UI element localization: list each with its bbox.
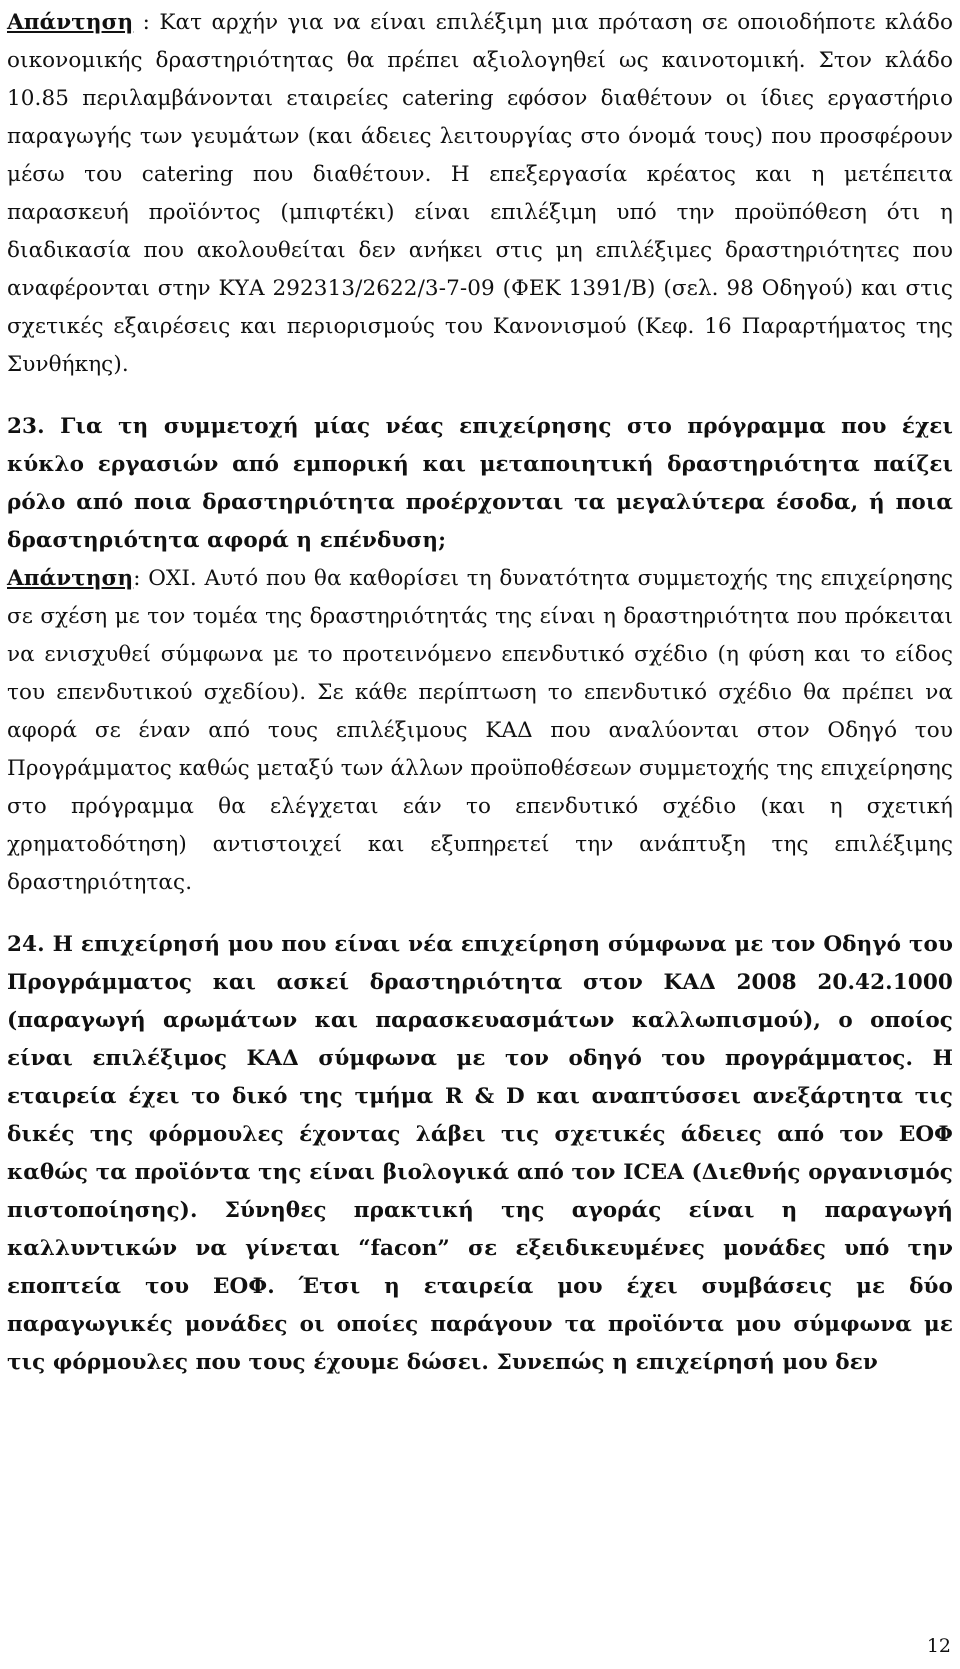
answer-paragraph-23 bbox=[7, 560, 953, 902]
question-23: 23. Για τη συμμετοχή μίας νέας επιχείρησης στο πρόγραμμα που έχει κύκλο εργασιών από εμπορική και μεταποιητική δραστηριότητα παίζει ρόλο από ποια δραστηριότητα προέρχονται τα μεγαλύτερα έσοδα, ή ποια δραστηριότητα αφορά η επένδυση; bbox=[7, 414, 953, 553]
answer-separator: : bbox=[133, 566, 149, 591]
document-page bbox=[7, 4, 953, 1382]
page-number: 12 bbox=[926, 1635, 951, 1657]
answer-separator: : bbox=[133, 10, 160, 35]
answer-label: Απάντηση bbox=[7, 566, 134, 591]
question-24: 24. Η επιχείρησή μου που είναι νέα επιχείρηση σύμφωνα με τον Οδηγό του Προγράμματος και ασκεί δραστηριότητα στον ΚΑΔ 2008 20.42.1000 (παραγωγή αρωμάτων και παρασκευασμάτων καλλωπισμού), ο οποίος είναι επιλέξιμος ΚΑΔ σύμφωνα με τον οδηγό του προγράμματος. Η εταιρεία έχει το δικό της τμήμα R & D και αναπτύσσει ανεξάρτητα τις δικές της φόρμουλες έχοντας λάβει τις σχετικές άδειες από τον ΕΟΦ καθώς τα προϊόντα της είναι βιολογικά από τον ICEA (Διεθνής οργανισμός πιστοποίησης). Σύνηθες πρακτική της αγοράς είναι η παραγωγή καλλυντικών να γίνεται “facon” σε εξειδικευμένες μονάδες υπό την εποπτεία του ΕΟΦ. Έτσι η εταιρεία μου έχει συμβάσεις με δύο παραγωγικές μονάδες οι οποίες παράγουν τα προϊόντα μου σύμφωνα με τις φόρμουλες που τους έχουμε δώσει. Συνεπώς η επιχείρησή μου δεν bbox=[7, 932, 953, 1375]
answer-text: Κατ αρχήν για να είναι επιλέξιμη μια πρόταση σε οποιοδήποτε κλάδο οικονομικής δραστηριότητας θα πρέπει αξιολογηθεί ως καινοτομική. Στον κλάδο 10.85 περιλαμβάνονται εταιρείες catering εφόσον διαθέτουν οι ίδιες εργαστήριο παραγωγής των γευμάτων (και άδειες λειτουργίας στο όνομά τους) που προσφέρουν μέσω του catering που διαθέτουν. Η επεξεργασία κρέατος και η μετέπειτα παρασκευή προϊόντος (μπιφτέκι) είναι επιλέξιμη υπό την προϋπόθεση ότι η διαδικασία που ακολουθείται δεν ανήκει στις μη επιλέξιμες δραστηριότητες που αναφέρονται στην ΚΥΑ 292313/2622/3-7-09 (ΦΕΚ 1391/Β) (σελ. 98 Οδηγού) και στις σχετικές εξαιρέσεις και περιορισμούς του Κανονισμού (Κεφ. 16 Παραρτήματος της Συνθήκης). bbox=[7, 10, 953, 377]
answer-label: Απάντηση bbox=[7, 10, 134, 35]
answer-paragraph-intro bbox=[7, 4, 953, 384]
answer-text: ΟΧΙ. Αυτό που θα καθορίσει τη δυνατότητα συμμετοχής της επιχείρησης σε σχέση με τον τομέα της δραστηριότητάς της είναι η δραστηριότητα που πρόκειται να ενισχυθεί σύμφωνα με το προτεινόμενο επενδυτικό σχέδιο (η φύση και το είδος του επενδυτικού σχεδίου). Σε κάθε περίπτωση το επενδυτικό σχέδιο θα πρέπει να αφορά σε έναν από τους επιλέξιμους ΚΑΔ που αναλύονται στον Οδηγό του Προγράμματος καθώς μεταξύ των άλλων προϋποθέσεων συμμετοχής της επιχείρησης στο πρόγραμμα θα ελέγχεται εάν το επενδυτικό σχέδιο (και η σχετική χρηματοδότηση) αντιστοιχεί και εξυπηρετεί την ανάπτυξη της επιλέξιμης δραστηριότητας. bbox=[7, 566, 953, 895]
